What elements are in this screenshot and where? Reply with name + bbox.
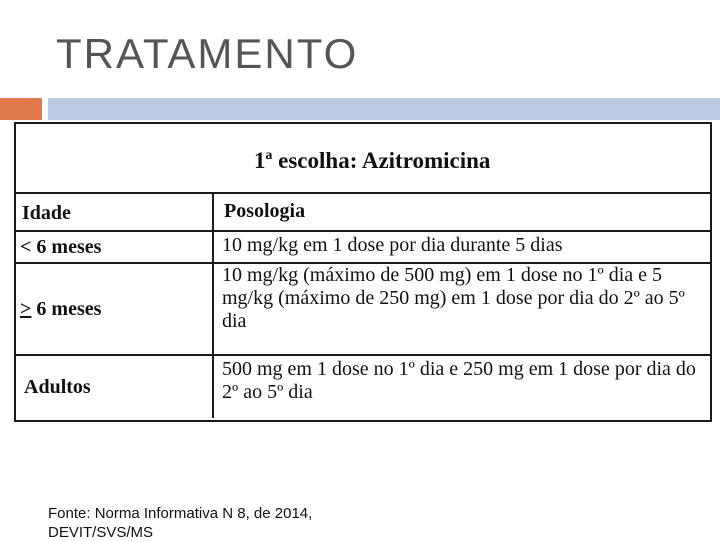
row-age-6-months-plus	[20, 298, 101, 321]
dose-line: 500 mg em 1 dose no 1º dia e 250 mg em 1 dose por dia do	[222, 358, 696, 380]
header-age: Idade	[22, 202, 71, 224]
source-note	[48, 504, 312, 542]
source-line: Fonte: Norma Informativa N 8, de 2014,	[48, 505, 313, 522]
row-age-adults: Adultos	[24, 376, 91, 398]
table-divider	[14, 354, 710, 356]
dosage-table-image	[14, 122, 710, 420]
table-divider	[14, 192, 710, 194]
accent-bar-orange	[0, 98, 42, 120]
age-text: 6 meses	[36, 236, 102, 258]
column-divider	[212, 194, 214, 418]
dose-line: mg/kg (máximo de 250 mg) em 1 dose por dia do 2º ao 5º	[222, 287, 685, 309]
table-divider	[14, 230, 710, 232]
accent-bar-blue	[48, 98, 720, 120]
dose-line: 2º ao 5º dia	[222, 381, 313, 403]
row-age-under-6-months	[20, 236, 101, 259]
less-than-symbol: <	[20, 236, 32, 258]
dose-line: 10 mg/kg (máximo de 500 mg) em 1 dose no 1º dia e 5	[222, 264, 663, 286]
row-dose-under-6-months: 10 mg/kg em 1 dose por dia durante 5 dias	[222, 234, 563, 256]
slide-title: TRATAMENTO	[56, 30, 359, 77]
row-dose-adults	[222, 358, 708, 404]
table-heading: 1ª escolha: Azitromicina	[254, 148, 491, 173]
row-dose-6-months-plus	[222, 264, 702, 333]
header-dosage: Posologia	[224, 200, 306, 222]
source-line: DEVIT/SVS/MS	[48, 524, 154, 541]
greater-equal-symbol: >	[20, 298, 32, 320]
age-text: 6 meses	[36, 298, 102, 320]
dose-line: dia	[222, 310, 247, 332]
